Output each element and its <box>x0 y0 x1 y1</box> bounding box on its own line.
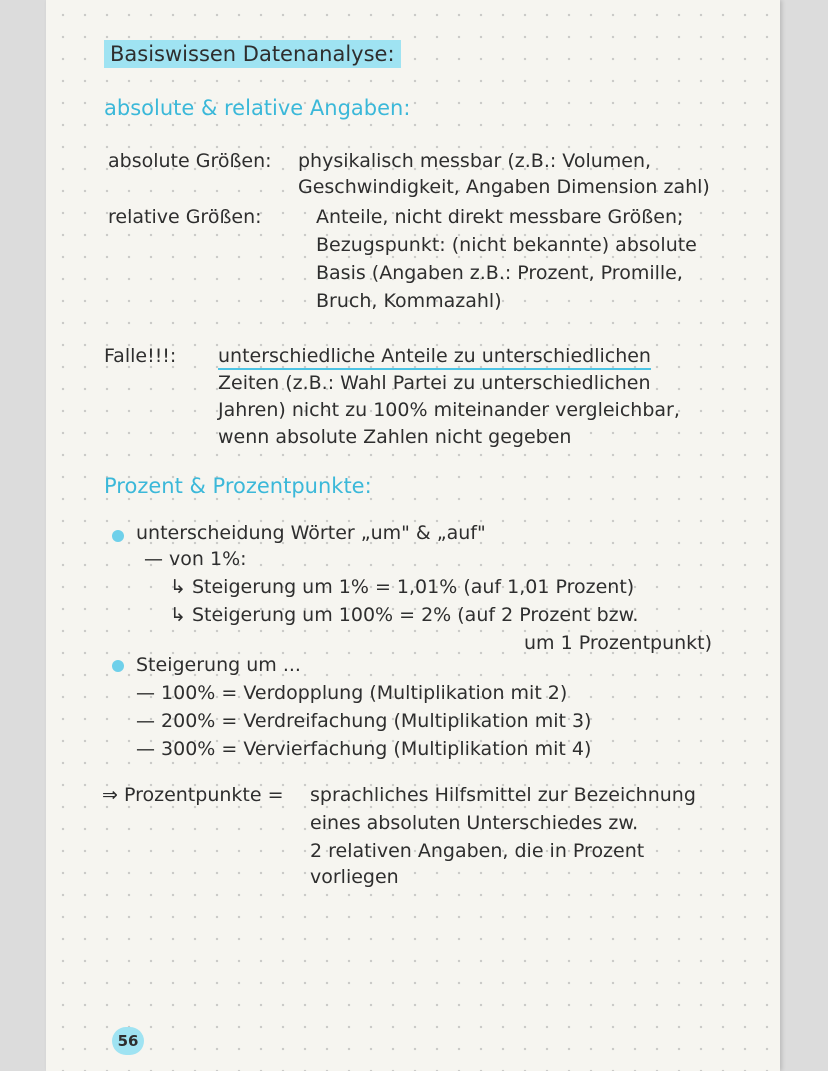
rel-line-4: Bruch, Kommazahl) <box>316 290 502 312</box>
bullet-dot-1 <box>112 530 124 542</box>
b1-line-3: ↳ Steigerung um 1% = 1,01% (auf 1,01 Prozent) <box>170 576 635 598</box>
b1-line-2: — von 1%: <box>144 548 247 570</box>
falle-label: Falle!!!: <box>104 345 177 367</box>
b1-line-4: ↳ Steigerung um 100% = 2% (auf 2 Prozent bzw. <box>170 604 639 626</box>
page-title: Basiswissen Datenanalyse: <box>104 42 401 66</box>
b1-line-5: um 1 Prozentpunkt) <box>524 632 713 654</box>
rel-line-2: Bezugspunkt: (nicht bekannte) absolute <box>316 234 697 256</box>
b1-line-1: unterscheidung Wörter „um" & „auf" <box>136 522 486 544</box>
b2-line-2: — 100% = Verdopplung (Multiplikation mit 2) <box>136 682 568 704</box>
falle-line-2: Zeiten (z.B.: Wahl Partei zu unterschiedlichen <box>218 372 651 394</box>
pp-line-1: sprachliches Hilfsmittel zur Bezeichnung <box>310 784 696 806</box>
rel-label: relative Größen: <box>108 206 262 228</box>
notebook-page <box>46 0 780 1071</box>
rel-line-3: Basis (Angaben z.B.: Prozent, Promille, <box>316 262 683 284</box>
section-heading-prozent: Prozent & Prozentpunkte: <box>104 474 372 498</box>
bullet-dot-2 <box>112 660 124 672</box>
pp-line-3: 2 relativen Angaben, die in Prozent <box>310 840 645 862</box>
rel-line-1: Anteile, nicht direkt messbare Größen; <box>316 206 684 228</box>
section-heading-absolute-relative: absolute & relative Angaben: <box>104 96 411 120</box>
page-number: 56 <box>112 1027 144 1055</box>
b2-line-4: — 300% = Vervierfachung (Multiplikation mit 4) <box>136 738 592 760</box>
falle-line-1: unterschiedliche Anteile zu unterschiedlichen <box>218 345 651 367</box>
pp-line-4: vorliegen <box>310 866 399 888</box>
abs-line-2: Geschwindigkeit, Angaben Dimension zahl) <box>298 176 710 198</box>
bleed-through-text <box>226 0 826 40</box>
abs-label: absolute Größen: <box>108 150 272 172</box>
falle-line-4: wenn absolute Zahlen nicht gegeben <box>218 426 572 448</box>
b2-line-3: — 200% = Verdreifachung (Multiplikation mit 3) <box>136 710 592 732</box>
pp-line-2: eines absoluten Unterschiedes zw. <box>310 812 639 834</box>
pp-label: ⇒ Prozentpunkte = <box>102 784 284 806</box>
b2-line-1: Steigerung um ... <box>136 654 301 676</box>
falle-line-3: Jahren) nicht zu 100% miteinander vergleichbar, <box>218 399 680 421</box>
abs-line-1: physikalisch messbar (z.B.: Volumen, <box>298 150 652 172</box>
